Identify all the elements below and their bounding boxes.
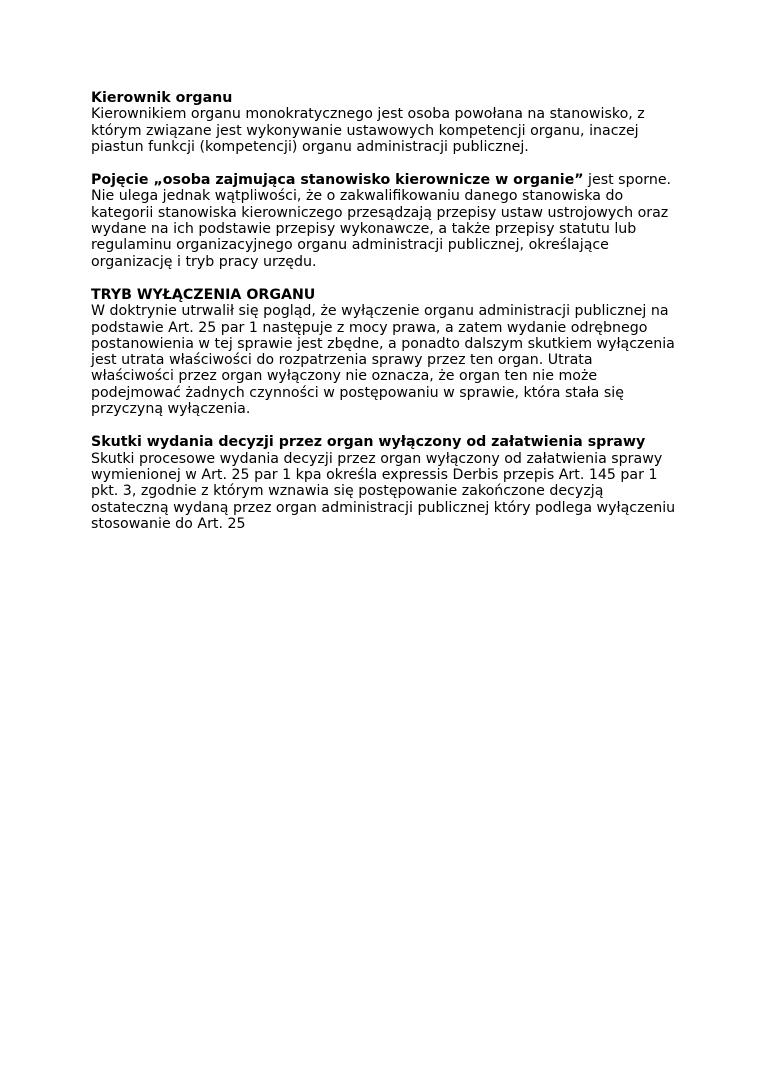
- lead-bold-text: Pojęcie „osoba zajmująca stanowisko kierownicze w organie”: [91, 172, 584, 189]
- body-line: organizację i tryb pracy urzędu.: [91, 253, 317, 270]
- section-body: [91, 451, 681, 532]
- body-line: ostateczną wydaną przez organ administracji publicznej który podlega wyłączeniu: [91, 499, 676, 516]
- document-page: [91, 90, 681, 549]
- lead-rest-text: jest sporne.: [583, 172, 672, 189]
- section-heading: Kierownik organu: [91, 90, 233, 106]
- body-line: Kierownikiem organu monokratycznego jest osoba powołana na stanowisko, z: [91, 106, 645, 123]
- section-body: [91, 303, 681, 417]
- section-heading: Skutki wydania decyzji przez organ wyłączony od załatwienia sprawy: [91, 434, 646, 451]
- body-line: którym związane jest wykonywanie ustawowych kompetencji organu, inaczej: [91, 122, 639, 139]
- section-heading: TRYB WYŁĄCZENIA ORGANU: [91, 286, 316, 303]
- section-body: [91, 106, 681, 155]
- body-line: właściwości przez organ wyłączony nie oznacza, że organ ten nie może: [91, 368, 598, 385]
- lead-line: [91, 172, 681, 188]
- body-line: podejmować żadnych czynności w postępowaniu w sprawie, która stała się: [91, 384, 624, 401]
- section-tryb-wylaczenia: [91, 287, 681, 417]
- body-line: wydane na ich podstawie przepisy wykonawcze, a także przepisy statutu lub: [91, 221, 637, 238]
- body-line: Nie ulega jednak wątpliwości, że o zakwalifikowaniu danego stanowiska do: [91, 188, 624, 205]
- body-line: postanowienia w tej sprawie jest zbędne, a ponadto dalszym skutkiem wyłączenia: [91, 335, 675, 352]
- body-line: przyczyną wyłączenia.: [91, 401, 251, 418]
- section-pojecie: [91, 172, 681, 270]
- section-kierownik-organu: [91, 90, 681, 155]
- body-line: piastun funkcji (kompetencji) organu administracji publicznej.: [91, 138, 529, 155]
- body-line: jest utrata właściwości do rozpatrzenia sprawy przez ten organ. Utrata: [91, 352, 593, 369]
- body-line: kategorii stanowiska kierowniczego przesądzają przepisy ustaw ustrojowych oraz: [91, 204, 669, 221]
- body-line: W doktrynie utrwalił się pogląd, że wyłączenie organu administracji publicznej na: [91, 303, 669, 320]
- section-body: [91, 172, 681, 270]
- body-line: Skutki procesowe wydania decyzji przez organ wyłączony od załatwienia sprawy: [91, 450, 663, 467]
- body-line: wymienionej w Art. 25 par 1 kpa określa expressis Derbis przepis Art. 145 par 1: [91, 466, 658, 483]
- body-line: stosowanie do Art. 25: [91, 515, 246, 532]
- body-line: regulaminu organizacyjnego organu administracji publicznej, określające: [91, 237, 609, 254]
- section-skutki-wydania: [91, 434, 681, 532]
- body-line: podstawie Art. 25 par 1 następuje z mocy prawa, a zatem wydanie odrębnego: [91, 319, 648, 336]
- body-line: pkt. 3, zgodnie z którym wznawia się postępowanie zakończone decyzją: [91, 483, 604, 500]
